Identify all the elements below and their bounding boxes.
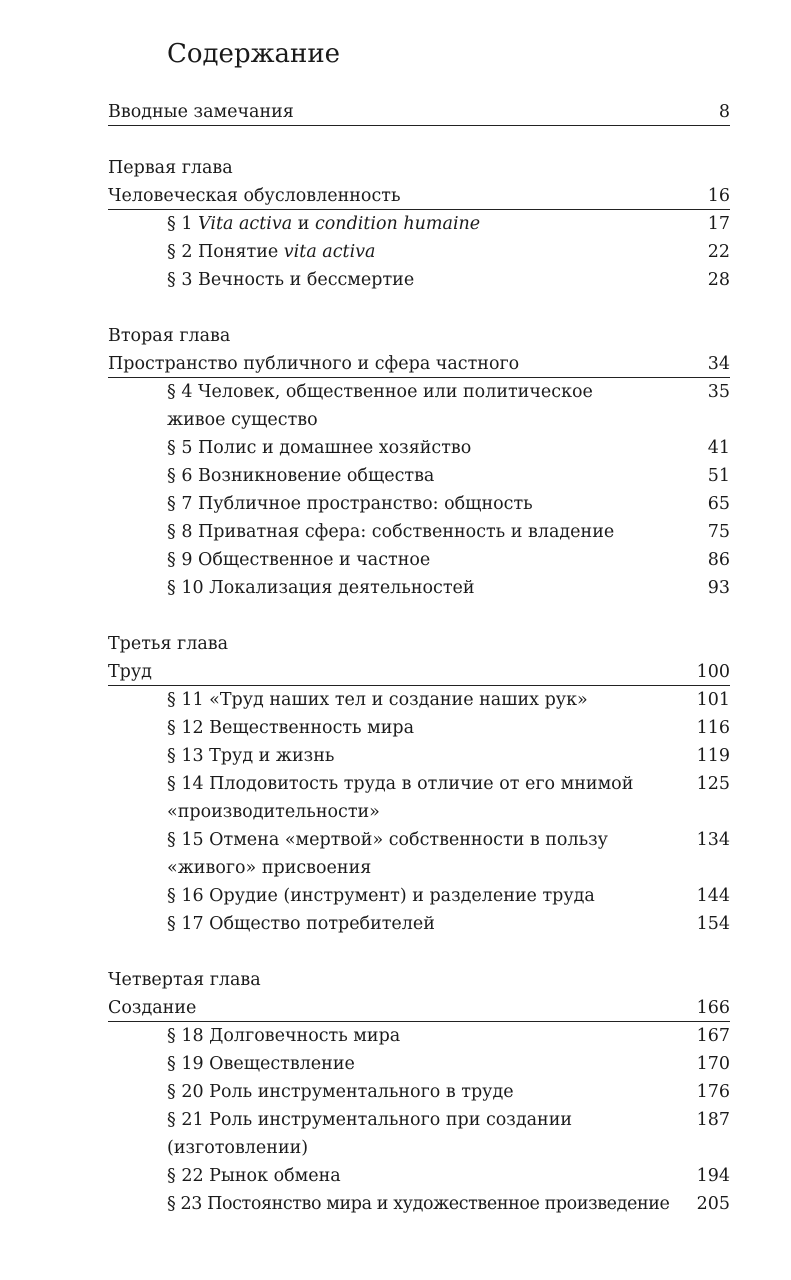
section-entry[interactable]: [167, 1162, 730, 1190]
chapter-page: 166: [696, 998, 730, 1018]
chapter-title-row[interactable]: [108, 350, 730, 378]
section-label: § 21 Роль инструментального при создании (изготовлении): [167, 1110, 573, 1158]
chapter-page: 34: [707, 354, 730, 374]
section-page: 28: [707, 270, 730, 290]
section-page: 65: [707, 494, 730, 514]
section-label: § 22 Рынок обмена: [167, 1166, 341, 1186]
section-page: 187: [696, 1110, 730, 1130]
chapter-heading: Четвертая глава: [108, 970, 261, 990]
section-label: § 7 Публичное пространство: общность: [167, 494, 533, 514]
section-page: 86: [707, 550, 730, 570]
chapter-heading: Вторая глава: [108, 326, 231, 346]
section-entry[interactable]: [167, 1078, 730, 1106]
section-entry[interactable]: [167, 686, 730, 714]
section-label: § 6 Возникновение общества: [167, 466, 435, 486]
section-label: § 20 Роль инструментального в труде: [167, 1082, 514, 1102]
entry-page: 8: [718, 102, 730, 122]
section-label: § 9 Общественное и частное: [167, 550, 431, 570]
section-label: § 5 Полис и домашнее хозяйство: [167, 438, 472, 458]
section-page: 35: [707, 382, 730, 402]
section-page: 17: [707, 214, 730, 234]
chapter-page: 100: [696, 662, 730, 682]
section-label: § 12 Вещественность мира: [167, 718, 415, 738]
section-label: § 16 Орудие (инструмент) и разделение труда: [167, 886, 595, 906]
section-entry[interactable]: [167, 518, 730, 546]
section-label: § 2 Понятие vita activa: [167, 242, 376, 262]
section-label: § 13 Труд и жизнь: [167, 746, 335, 766]
section-label: § 23 Постоянство мира и художественное произведение: [167, 1194, 670, 1214]
section-label: § 10 Локализация деятельностей: [167, 578, 475, 598]
section-page: 194: [696, 1166, 730, 1186]
chapter-title-row[interactable]: [108, 658, 730, 686]
section-label: § 14 Плодовитость труда в отличие от его мнимой «производительности»: [167, 774, 634, 822]
section-entry[interactable]: [167, 1190, 730, 1218]
section-entry[interactable]: [167, 546, 730, 574]
section-entry[interactable]: [167, 1050, 730, 1078]
chapter-title: Человеческая обусловленность: [108, 186, 401, 206]
page-title: Содержание: [167, 39, 341, 69]
section-page: 167: [696, 1026, 730, 1046]
section-entry[interactable]: [167, 238, 730, 266]
section-entry[interactable]: [167, 378, 730, 434]
section-page: 22: [707, 242, 730, 262]
chapter-heading: Третья глава: [108, 634, 229, 654]
chapter-title: Создание: [108, 998, 197, 1018]
section-label: § 4 Человек, общественное или политическое живое существо: [167, 382, 593, 430]
section-page: 93: [707, 578, 730, 598]
section-entry[interactable]: [167, 1022, 730, 1050]
section-page: 170: [696, 1054, 730, 1074]
section-page: 41: [707, 438, 730, 458]
chapter-title: Пространство публичного и сфера частного: [108, 354, 520, 374]
section-entry[interactable]: [167, 462, 730, 490]
section-page: 144: [696, 886, 730, 906]
section-label: § 11 «Труд наших тел и создание наших рук»: [167, 690, 588, 710]
section-label: § 8 Приватная сфера: собственность и владение: [167, 522, 615, 542]
section-entry[interactable]: [167, 910, 730, 938]
section-entry[interactable]: [167, 574, 730, 602]
section-label: § 3 Вечность и бессмертие: [167, 270, 415, 290]
section-page: 119: [696, 746, 730, 766]
section-entry[interactable]: [167, 742, 730, 770]
section-page: 116: [696, 718, 730, 738]
section-page: 51: [707, 466, 730, 486]
chapter-title-row[interactable]: [108, 994, 730, 1022]
chapter-heading: Первая глава: [108, 158, 233, 178]
section-page: 134: [696, 830, 730, 850]
chapter-title: Труд: [108, 662, 152, 682]
section-page: 101: [696, 690, 730, 710]
section-entry[interactable]: [167, 210, 730, 238]
section-label: § 1 Vita activa и condition humaine: [167, 214, 481, 234]
chapter-title-row[interactable]: [108, 182, 730, 210]
section-page: 154: [696, 914, 730, 934]
section-page: 125: [696, 774, 730, 794]
section-entry[interactable]: [167, 714, 730, 742]
toc-entry-intro[interactable]: [108, 98, 730, 126]
section-entry[interactable]: [167, 434, 730, 462]
section-entry[interactable]: [167, 490, 730, 518]
section-entry[interactable]: [167, 826, 730, 882]
section-entry[interactable]: [167, 770, 730, 826]
section-page: 75: [707, 522, 730, 542]
section-label: § 17 Общество потребителей: [167, 914, 435, 934]
chapter-page: 16: [707, 186, 730, 206]
section-page: 176: [696, 1082, 730, 1102]
section-label: § 15 Отмена «мертвой» собственности в пользу «живого» присвоения: [167, 830, 608, 878]
section-label: § 18 Долговечность мира: [167, 1026, 401, 1046]
entry-label: Вводные замечания: [108, 102, 294, 122]
section-entry[interactable]: [167, 882, 730, 910]
section-entry[interactable]: [167, 1106, 730, 1162]
section-label: § 19 Овеществление: [167, 1054, 355, 1074]
section-page: 205: [696, 1194, 730, 1214]
section-entry[interactable]: [167, 266, 730, 294]
